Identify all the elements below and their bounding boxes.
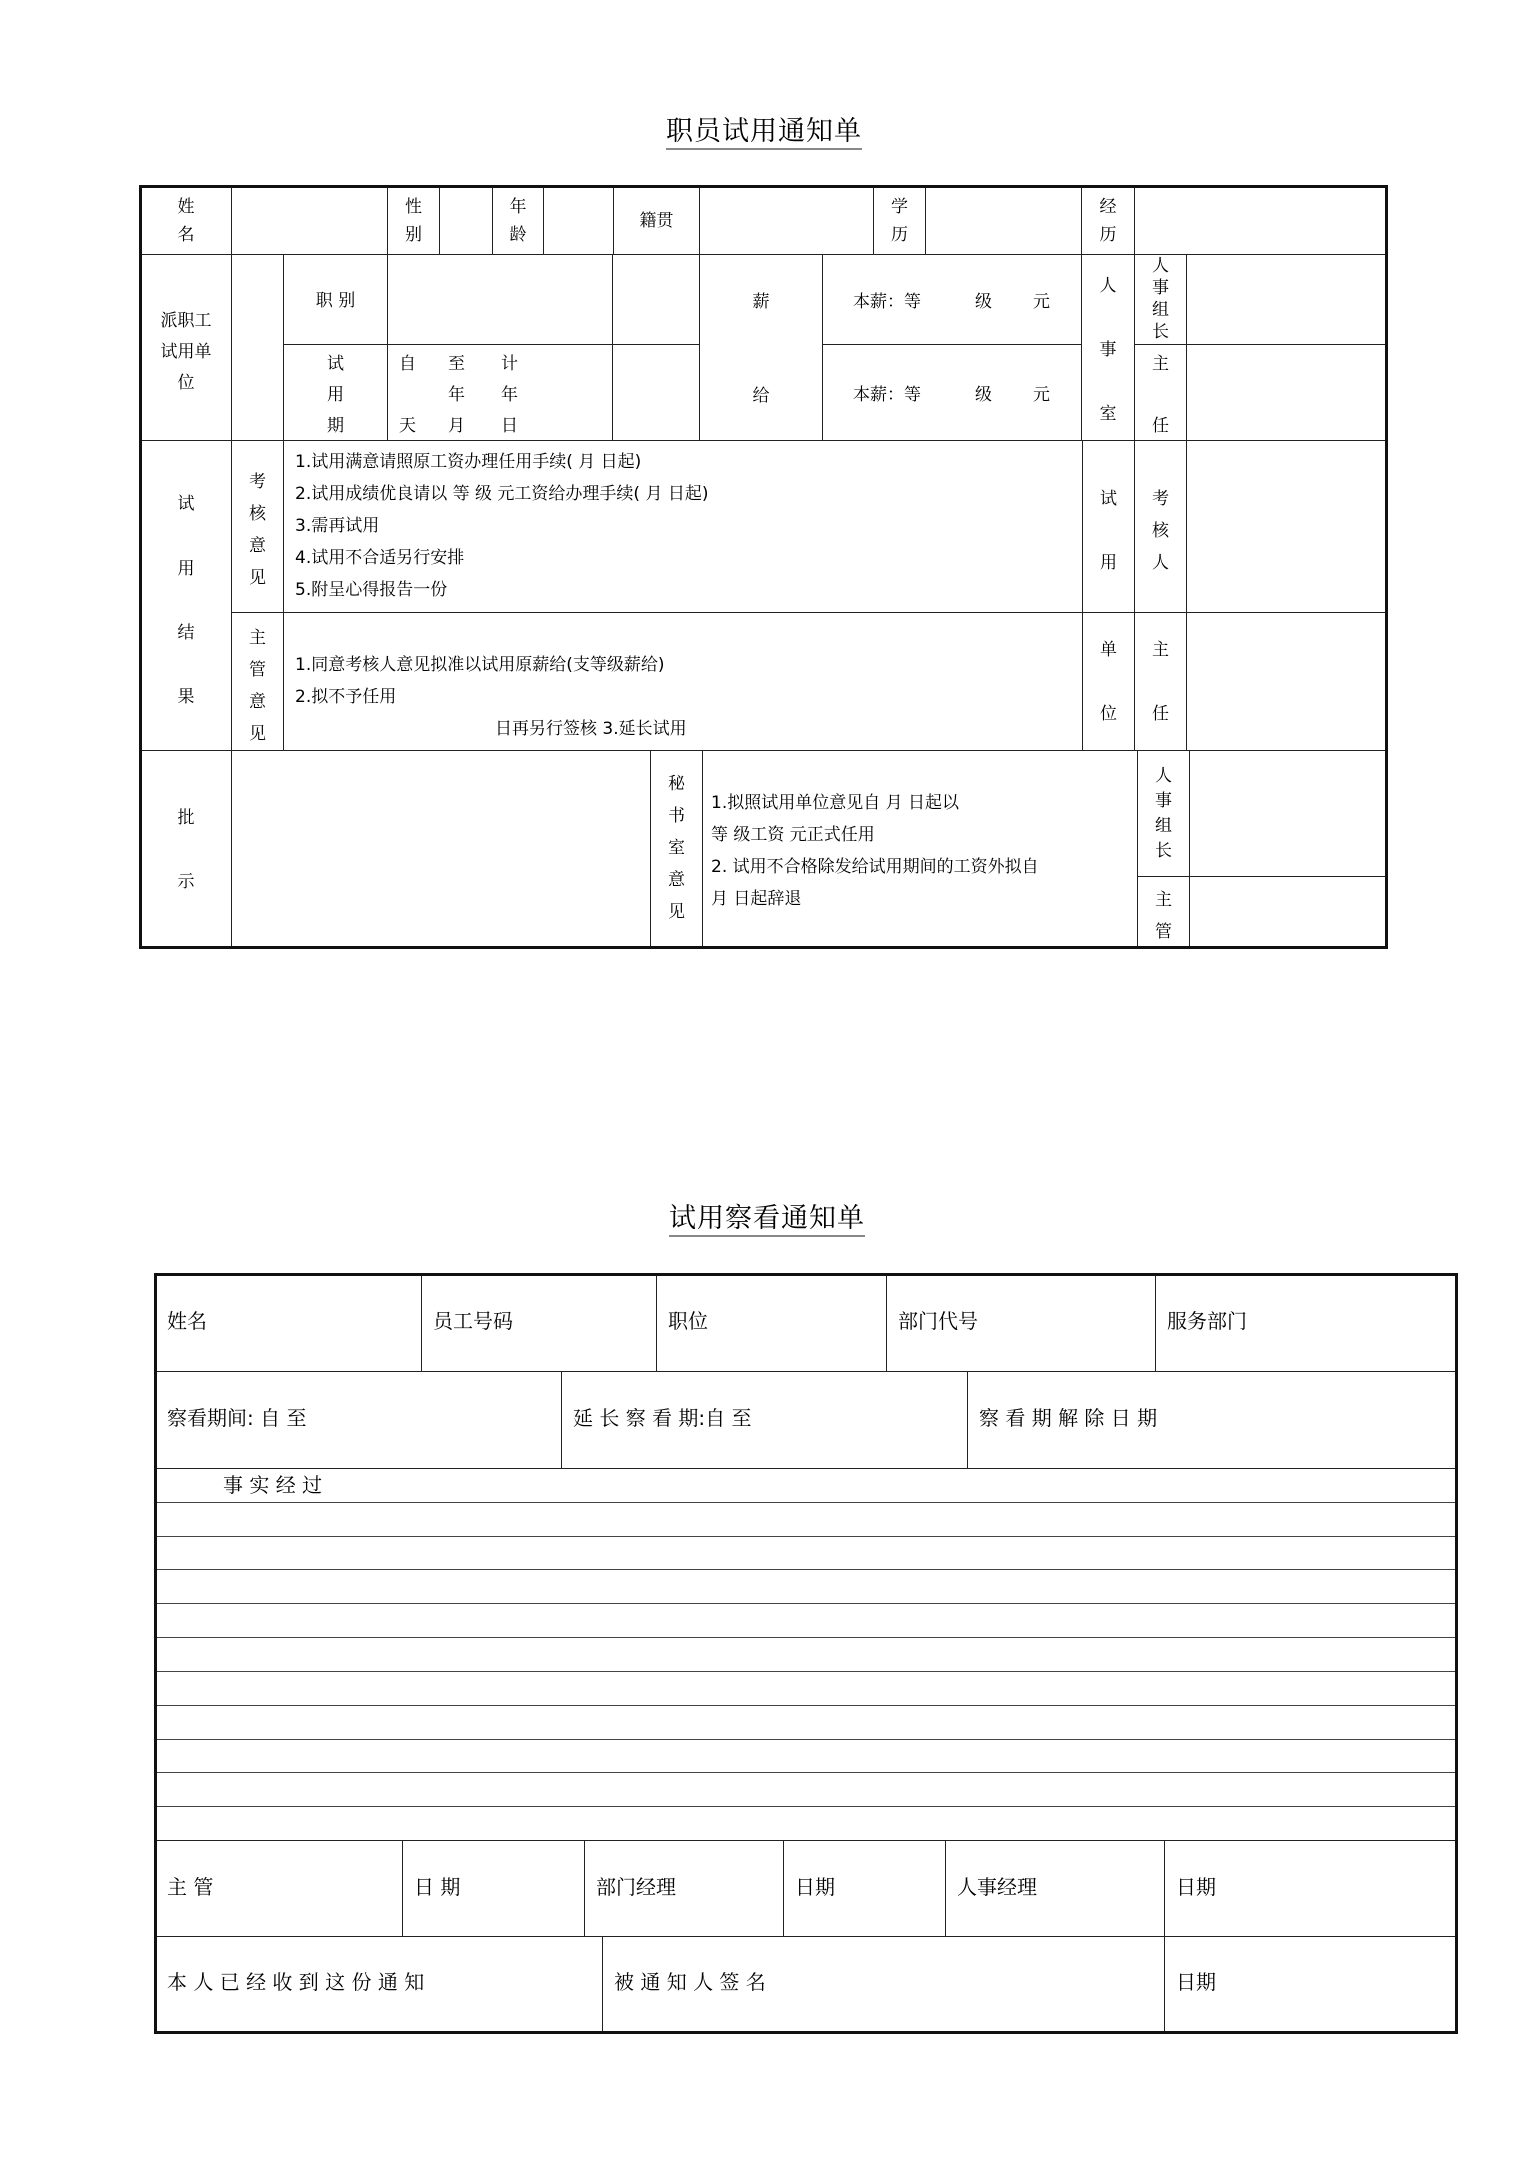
- manager-opinion-label-4: 见: [249, 724, 266, 744]
- assign-unit-label-1: 派职工: [160, 311, 212, 331]
- hr-leader-label-cell: [1134, 254, 1187, 345]
- f2-facts-rule-line: [156, 1739, 1455, 1740]
- trial-period-label-3: 期: [327, 416, 344, 436]
- reviewer-label-cell: [1134, 440, 1187, 613]
- hr-office-label-cell: [1081, 254, 1135, 441]
- f2-hr-manager-field[interactable]: [945, 1840, 1165, 1937]
- gender-label-2: 别: [405, 225, 422, 245]
- name-label-2: 名: [177, 225, 195, 245]
- period-day: 天: [399, 416, 416, 436]
- reviewer-label-1: 考: [1152, 489, 1169, 509]
- assign-unit-label-3: 位: [177, 373, 195, 393]
- f2-facts-rule-line: [156, 1569, 1455, 1570]
- review-opinion-options[interactable]: [283, 440, 1083, 613]
- approval-hr-leader-1: 人: [1155, 766, 1172, 786]
- f2-release-date-field[interactable]: [967, 1371, 1456, 1469]
- manager-opinion-label-3: 意: [249, 692, 266, 712]
- review-option-3[interactable]: 3.需再试用: [295, 516, 380, 536]
- f2-dept-manager-label: 部门经理: [596, 1875, 676, 1899]
- review-option-5[interactable]: 5.附呈心得报告一份: [295, 580, 448, 600]
- secretary-label-5: 见: [668, 902, 685, 922]
- form1-title: 职员试用通知单: [666, 116, 862, 150]
- hr-leader-label-4: 长: [1152, 322, 1169, 342]
- review-opinion-label-2: 核: [249, 504, 266, 524]
- trial-result-label-1: 试: [177, 494, 195, 514]
- f2-position-label: 职位: [668, 1309, 708, 1333]
- approval-label-1: 批: [177, 808, 195, 828]
- unit-director-field[interactable]: [1186, 612, 1386, 751]
- manager-option-2[interactable]: 2.拟不予任用: [295, 687, 397, 707]
- f2-service-dept-field[interactable]: [1155, 1274, 1456, 1372]
- f2-signature-field[interactable]: [602, 1936, 1165, 2032]
- manager-opinion-label-1: 主: [249, 628, 266, 648]
- approval-hr-leader-3: 组: [1155, 816, 1172, 836]
- f2-position-field[interactable]: [656, 1274, 887, 1372]
- salary-row-1-level: 级: [975, 292, 992, 312]
- form2-title: 试用察看通知单: [669, 1203, 865, 1237]
- unit-director-label-1: 主: [1152, 640, 1169, 660]
- name-label-cell: [140, 186, 232, 255]
- name-field[interactable]: [231, 186, 388, 255]
- f2-observation-period-field[interactable]: [155, 1371, 562, 1469]
- f2-acknowledgement-field[interactable]: [155, 1936, 603, 2032]
- secretary-opinion-label-cell: [650, 750, 703, 947]
- salary-row-2-grade: 本薪：等: [853, 385, 921, 405]
- f2-facts-rule-line: [156, 1502, 1455, 1503]
- f2-dept-manager-date-label: 日期: [795, 1875, 835, 1899]
- approval-supervisor-field[interactable]: [1189, 876, 1386, 947]
- salary-label-cell: [699, 254, 823, 441]
- secretary-option-2[interactable]: 2. 试用不合格除发给试用期间的工资外拟自: [711, 857, 1039, 877]
- native-place-field[interactable]: [699, 186, 874, 255]
- trial-period-label-cell: [283, 344, 388, 441]
- f2-hr-manager-date-label: 日期: [1176, 1875, 1216, 1899]
- f2-release-date-label: 察 看 期 解 除 日 期: [979, 1406, 1158, 1430]
- f2-extended-period-label: 延 长 察 看 期:自 至: [573, 1406, 752, 1430]
- approval-field[interactable]: [231, 750, 651, 947]
- position-extra-field[interactable]: [612, 254, 700, 345]
- f2-facts-area[interactable]: [155, 1468, 1456, 1841]
- gender-field[interactable]: [439, 186, 493, 255]
- native-place-label-cell: [613, 186, 700, 255]
- f2-facts-rule-line: [156, 1637, 1455, 1638]
- trial-period-field[interactable]: [387, 344, 613, 441]
- trial-unit-label-2: 用: [1100, 553, 1117, 573]
- education-field[interactable]: [925, 186, 1082, 255]
- f2-facts-label: 事 实 经 过: [223, 1473, 323, 1497]
- hr-leader-field[interactable]: [1186, 254, 1386, 345]
- reviewer-label-2: 核: [1152, 521, 1169, 541]
- trial-period-label-1: 试: [327, 354, 344, 374]
- trial-unit-label-cell: [1082, 440, 1135, 613]
- f2-employee-id-field[interactable]: [421, 1274, 657, 1372]
- f2-signature-label: 被 通 知 人 签 名: [614, 1970, 766, 1994]
- f2-hr-manager-label: 人事经理: [957, 1875, 1037, 1899]
- f2-facts-rule-line: [156, 1603, 1455, 1604]
- education-label-cell: [873, 186, 926, 255]
- unit-label-cell: [1082, 612, 1135, 751]
- f2-name-field[interactable]: [155, 1274, 422, 1372]
- f2-facts-rule-line: [156, 1806, 1455, 1807]
- hr-leader-label-3: 组: [1152, 300, 1169, 320]
- review-opinion-label-3: 意: [249, 536, 266, 556]
- secretary-label-1: 秘: [668, 774, 685, 794]
- position-label-cell: [283, 254, 388, 345]
- f2-dept-manager-date-field[interactable]: [783, 1840, 946, 1937]
- f2-facts-rule-line: [156, 1671, 1455, 1672]
- salary-label-1: 薪: [752, 292, 770, 312]
- approval-supervisor-2: 管: [1155, 922, 1172, 942]
- manager-opinion-label-cell: [231, 612, 284, 751]
- approval-hr-leader-4: 长: [1155, 841, 1172, 861]
- review-opinion-label-1: 考: [249, 472, 266, 492]
- f2-name-label: 姓名: [167, 1309, 207, 1333]
- secretary-label-2: 书: [668, 806, 685, 826]
- salary-row-2-level: 级: [975, 385, 992, 405]
- period-to: 至: [448, 354, 465, 374]
- approval-label-2: 示: [177, 872, 195, 892]
- secretary-option-1[interactable]: 1.拟照试用单位意见自 月 日起以: [711, 793, 960, 813]
- director-label-cell: [1134, 344, 1187, 441]
- f2-employee-id-label: 员工号码: [433, 1309, 513, 1333]
- salary-row-1-grade: 本薪：等: [853, 292, 921, 312]
- f2-ack-date-field[interactable]: [1164, 1936, 1456, 2032]
- director-label-2: 任: [1152, 416, 1169, 436]
- experience-label-2: 历: [1099, 225, 1117, 245]
- trial-unit-label-1: 试: [1100, 489, 1117, 509]
- experience-label-cell: [1081, 186, 1135, 255]
- review-opinion-label-4: 见: [249, 568, 266, 588]
- manager-option-3[interactable]: 日再另行签核 3.延长试用: [495, 719, 687, 739]
- trial-result-label-2: 用: [177, 559, 195, 579]
- manager-opinion-options[interactable]: [283, 612, 1083, 751]
- reviewer-label-3: 人: [1152, 553, 1169, 573]
- approval-hr-leader-label-cell: [1137, 750, 1190, 877]
- period-year-1: 年: [448, 385, 465, 405]
- experience-label-1: 经: [1099, 197, 1117, 217]
- secretary-opinion-options[interactable]: [702, 750, 1138, 947]
- salary-row-1-yuan: 元: [1033, 292, 1050, 312]
- salary-label-2: 给: [752, 386, 770, 406]
- assign-unit-label-cell: [140, 254, 232, 441]
- salary-row-2[interactable]: [822, 344, 1082, 441]
- reviewer-field[interactable]: [1186, 440, 1386, 613]
- review-opinion-label-cell: [231, 440, 284, 613]
- approval-supervisor-1: 主: [1155, 890, 1172, 910]
- education-label-2: 历: [891, 225, 908, 245]
- hr-leader-label-1: 人: [1152, 256, 1169, 276]
- review-option-2[interactable]: 2.试用成绩优良请以 等 级 元工资给办理手续( 月 日起): [295, 484, 709, 504]
- hr-office-label-2: 事: [1099, 340, 1117, 360]
- f2-dept-code-label: 部门代号: [898, 1309, 978, 1333]
- unit-label-2: 位: [1100, 704, 1117, 724]
- secretary-label-4: 意: [668, 870, 685, 890]
- f2-supervisor-label: 主 管: [167, 1875, 214, 1899]
- manager-option-1[interactable]: 1.同意考核人意见拟准以试用原薪给(支等级薪给): [295, 655, 665, 675]
- review-option-1[interactable]: 1.试用满意请照原工资办理任用手续( 月 日起): [295, 452, 642, 472]
- gender-label-cell: [387, 186, 440, 255]
- period-total: 计: [501, 354, 518, 374]
- education-label-1: 学: [891, 197, 908, 217]
- hr-leader-label-2: 事: [1152, 278, 1169, 298]
- f2-supervisor-date-field[interactable]: [402, 1840, 585, 1937]
- assign-unit-field[interactable]: [231, 254, 284, 441]
- f2-ack-date-label: 日期: [1176, 1970, 1216, 1994]
- f2-facts-rule-line: [156, 1705, 1455, 1706]
- secretary-option-2-cont: 月 日起辞退: [711, 889, 802, 909]
- approval-hr-leader-2: 事: [1155, 791, 1172, 811]
- salary-row-1[interactable]: [822, 254, 1082, 345]
- age-label-2: 龄: [509, 225, 527, 245]
- name-label-1: 姓: [177, 197, 195, 217]
- age-label-1: 年: [509, 197, 527, 217]
- hr-office-label-3: 室: [1099, 404, 1117, 424]
- age-label-cell: [492, 186, 544, 255]
- trial-result-label-4: 果: [177, 687, 195, 707]
- director-field[interactable]: [1186, 344, 1386, 441]
- f2-dept-manager-field[interactable]: [584, 1840, 784, 1937]
- position-label: 职 别: [315, 291, 356, 311]
- secretary-option-1-cont: 等 级工资 元正式任用: [711, 825, 875, 845]
- age-field[interactable]: [543, 186, 614, 255]
- unit-label-1: 单: [1100, 640, 1117, 660]
- salary-row-2-yuan: 元: [1033, 385, 1050, 405]
- trial-result-label-cell: [140, 440, 232, 751]
- trial-result-label-3: 结: [177, 623, 195, 643]
- period-from: 自: [399, 354, 416, 374]
- approval-supervisor-label-cell: [1137, 876, 1190, 947]
- f2-hr-manager-date-field[interactable]: [1164, 1840, 1456, 1937]
- approval-hr-leader-field[interactable]: [1189, 750, 1386, 877]
- assign-unit-label-2: 试用单: [160, 342, 212, 362]
- gender-label-1: 性: [405, 197, 422, 217]
- native-place-label: 籍贯: [639, 211, 674, 231]
- unit-director-label-cell: [1134, 612, 1187, 751]
- trial-period-extra-field[interactable]: [612, 344, 700, 441]
- f2-extended-period-field[interactable]: [561, 1371, 968, 1469]
- f2-service-dept-label: 服务部门: [1167, 1309, 1247, 1333]
- f2-facts-rule-line: [156, 1772, 1455, 1773]
- hr-office-label-1: 人: [1099, 276, 1117, 296]
- director-label-1: 主: [1152, 354, 1169, 374]
- unit-director-label-2: 任: [1152, 704, 1169, 724]
- f2-supervisor-field[interactable]: [155, 1840, 403, 1937]
- secretary-label-3: 室: [668, 838, 685, 858]
- approval-label-cell: [140, 750, 232, 947]
- period-date: 日: [501, 416, 518, 436]
- period-year-2: 年: [501, 385, 518, 405]
- f2-acknowledgement-label: 本 人 已 经 收 到 这 份 通 知: [167, 1970, 425, 1994]
- period-month: 月: [448, 416, 465, 436]
- experience-field[interactable]: [1134, 186, 1386, 255]
- review-option-4[interactable]: 4.试用不合适另行安排: [295, 548, 465, 568]
- f2-dept-code-field[interactable]: [886, 1274, 1156, 1372]
- trial-period-label-2: 用: [327, 385, 344, 405]
- f2-supervisor-date-label: 日 期: [414, 1875, 461, 1899]
- f2-observation-period-label: 察看期间: 自 至: [167, 1406, 307, 1430]
- f2-facts-rule-line: [156, 1536, 1455, 1537]
- manager-opinion-label-2: 管: [249, 660, 266, 680]
- position-field[interactable]: [387, 254, 613, 345]
